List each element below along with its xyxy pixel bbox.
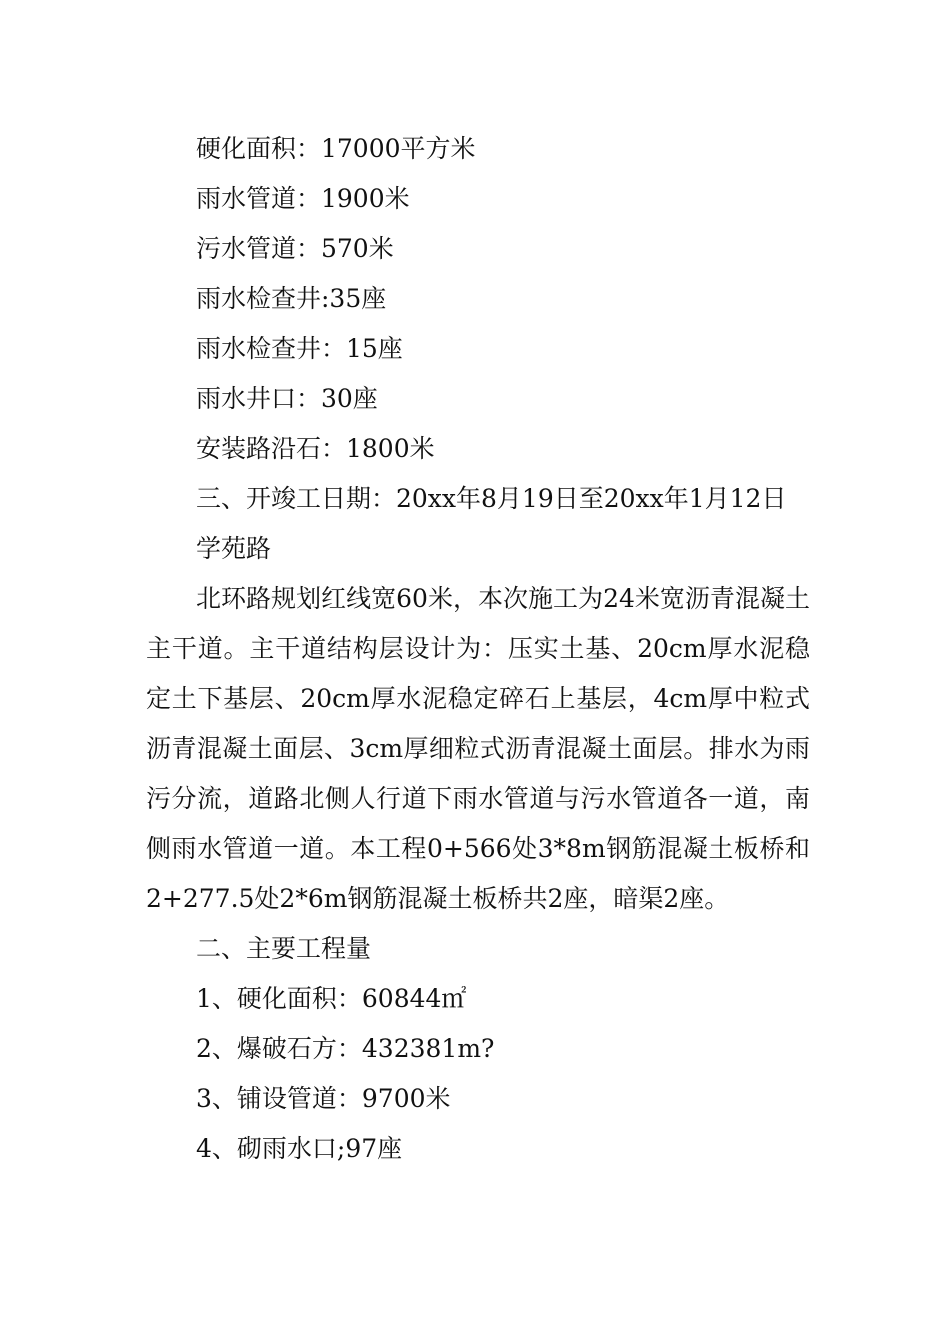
sewage-pipe-line: 污水管道：570米 <box>196 234 394 263</box>
rainwater-inspection-well-line-1: 雨水检查井:35座 <box>196 284 387 313</box>
rainwater-inspection-well-line-2: 雨水检查井：15座 <box>196 334 403 363</box>
quantity-item-4: 4、砌雨水口;97座 <box>196 1134 403 1163</box>
quantity-item-3: 3、铺设管道：9700米 <box>196 1084 451 1113</box>
rainwater-inlet-line: 雨水井口：30座 <box>196 384 378 413</box>
road-name-heading: 学苑路 <box>196 534 272 563</box>
quantity-item-2: 2、爆破石方：432381m? <box>196 1034 495 1063</box>
hardened-area-line: 硬化面积：17000平方米 <box>196 134 476 163</box>
project-description-paragraph: 北环路规划红线宽60米，本次施工为24米宽沥青混凝土主干道。主干道结构层设计为：压实土基、20cm厚水泥稳定土下基层、20cm厚水泥稳定碎石上基层，4cm厚中粒式沥青混凝土面层、3cm厚细粒式沥青混凝土面层。排水为雨污分流，道路北侧人行道下雨水管道与污水管道各一道，南侧雨水管道一道。本工程0+566处3*8m钢筋混凝土板桥和2+277.5处2*6m钢筋混凝土板桥共2座，暗渠2座。 <box>146 584 810 913</box>
quantity-item-1: 1、硬化面积：60844㎡ <box>196 984 467 1013</box>
curbstone-line: 安装路沿石：1800米 <box>196 434 435 463</box>
main-quantities-heading: 二、主要工程量 <box>196 934 372 963</box>
rainwater-pipe-line: 雨水管道：1900米 <box>196 184 410 213</box>
construction-dates-heading: 三、开竣工日期：20xx年8月19日至20xx年1月12日 <box>196 484 787 513</box>
document-body <box>146 124 810 1174</box>
